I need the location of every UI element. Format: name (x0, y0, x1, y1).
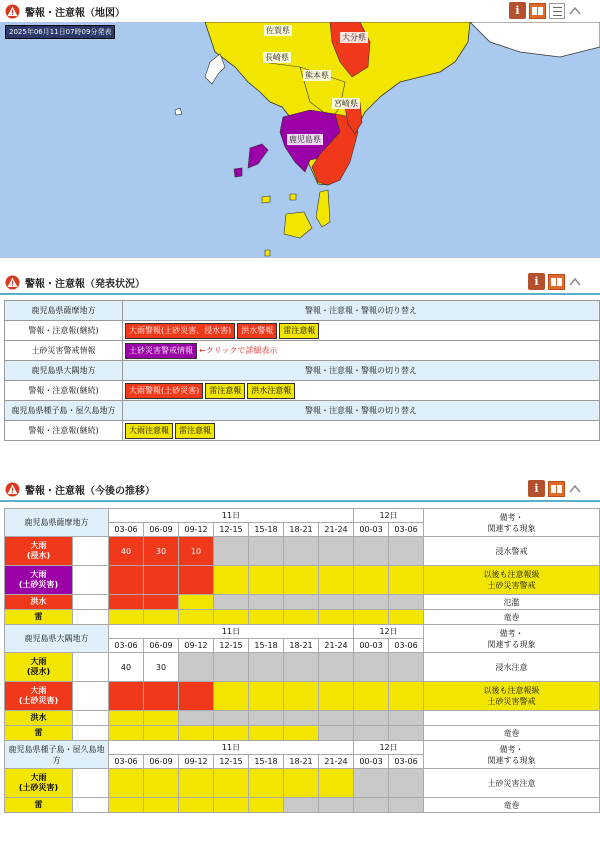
timeline-panel-header (0, 478, 600, 502)
panel-title: 警報・注意報（地図） (25, 7, 125, 19)
timeline-cell (319, 610, 354, 625)
timeline-note: 以後も注意報級 土砂災害警戒 (424, 566, 600, 595)
info-icon[interactable]: i (528, 480, 545, 497)
element-label: 大雨 (浸水) (5, 537, 73, 566)
timeline-cell (179, 798, 214, 813)
timeline-cell (179, 726, 214, 741)
timeline-cell (249, 595, 284, 610)
time-slot-label: 15-18 (249, 639, 284, 653)
timeline-cell: 30 (144, 653, 179, 682)
element-spacer (73, 798, 109, 813)
timeline-cell (144, 566, 179, 595)
element-spacer (73, 566, 109, 595)
status-row (5, 421, 600, 441)
timeline-cell (214, 610, 249, 625)
region-header-row (5, 401, 600, 421)
warning-badge[interactable]: 洪水注意報 (247, 383, 295, 399)
info-icon[interactable]: i (509, 2, 526, 19)
warning-badge[interactable]: 雷注意報 (279, 323, 319, 339)
collapse-icon[interactable] (568, 274, 582, 290)
timeline-row (5, 798, 600, 813)
timeline-cell (319, 653, 354, 682)
timeline-cell (389, 566, 424, 595)
element-spacer (73, 653, 109, 682)
warning-badge[interactable]: 洪水警報 (237, 323, 277, 339)
timeline-cell (319, 537, 354, 566)
timeline-cell (354, 653, 389, 682)
book-icon[interactable] (548, 274, 565, 290)
warning-icon (5, 275, 20, 290)
time-slot-label: 03-06 (389, 755, 424, 769)
time-slot-label: 15-18 (249, 755, 284, 769)
time-slot-label: 12-15 (214, 523, 249, 537)
timeline-row (5, 769, 600, 798)
timeline-cell (319, 726, 354, 741)
region-header-row (5, 361, 600, 381)
timeline-cell (284, 610, 319, 625)
toggle-header[interactable]: 警報・注意報・警報の切り替え (123, 361, 600, 381)
element-label: 雷 (5, 726, 73, 741)
region-header-row (5, 301, 600, 321)
timeline-cell (354, 595, 389, 610)
timeline-cell: 30 (144, 537, 179, 566)
click-detail-note: ←クリックで詳細表示 (199, 345, 278, 355)
timeline-cell (144, 769, 179, 798)
element-label: 雷 (5, 798, 73, 813)
time-slot-label: 06-09 (144, 639, 179, 653)
timeline-cell (319, 595, 354, 610)
timeline-row (5, 595, 600, 610)
map-label-kagoshima: 鹿児島県 (289, 135, 321, 144)
timeline-cell (144, 711, 179, 726)
timeline-cell (179, 610, 214, 625)
timeline-cell (214, 726, 249, 741)
time-slot-label: 18-21 (284, 755, 319, 769)
warning-badge[interactable]: 大雨警報(土砂災害、浸水害) (125, 323, 235, 339)
day-label: 11日 (109, 625, 354, 639)
timeline-row (5, 566, 600, 595)
note-header: 備考・ 関連する現象 (424, 509, 600, 537)
yakushima-island (284, 212, 312, 238)
time-slot-label: 21-24 (319, 755, 354, 769)
status-row-label: 土砂災害警戒情報 (5, 341, 123, 361)
timeline-row (5, 711, 600, 726)
warning-badge[interactable]: 雷注意報 (175, 423, 215, 439)
element-label: 大雨 (土砂災害) (5, 566, 73, 595)
timeline-note: 浸水注意 (424, 653, 600, 682)
time-slot-label: 03-06 (109, 755, 144, 769)
timeline-cell (179, 653, 214, 682)
book-icon[interactable] (548, 481, 565, 497)
toggle-header[interactable]: 警報・注意報・警報の切り替え (123, 301, 600, 321)
timeline-row (5, 610, 600, 625)
day-label: 12日 (354, 509, 424, 523)
status-row-badges (123, 381, 600, 401)
time-slot-label: 09-12 (179, 639, 214, 653)
timeline-cell (249, 566, 284, 595)
timeline-cell (249, 769, 284, 798)
timeline-cell (319, 682, 354, 711)
timeline-cell (389, 769, 424, 798)
region-name: 鹿児島県大隅地方 (5, 361, 123, 381)
timeline-cell (389, 595, 424, 610)
timeline-cell (249, 537, 284, 566)
timeline-cell (389, 711, 424, 726)
book-icon[interactable] (529, 3, 546, 19)
time-slot-label: 12-15 (214, 755, 249, 769)
timeline-cell (109, 798, 144, 813)
timeline-cell (179, 682, 214, 711)
timeline-cell (214, 711, 249, 726)
timeline-cell (284, 798, 319, 813)
status-row-label: 警報・注意報(継続) (5, 381, 123, 401)
timeline-cell (389, 726, 424, 741)
time-slot-label: 15-18 (249, 523, 284, 537)
timeline-day-row (5, 625, 600, 639)
timeline-cell (284, 711, 319, 726)
warning-badge[interactable]: 大雨注意報 (125, 423, 173, 439)
timeline-cell (109, 595, 144, 610)
element-spacer (73, 682, 109, 711)
timeline-cell (179, 711, 214, 726)
timeline-cell (354, 726, 389, 741)
timeline-cell (284, 566, 319, 595)
element-label: 大雨 (土砂災害) (5, 682, 73, 711)
time-slot-label: 09-12 (179, 755, 214, 769)
warning-icon (5, 482, 20, 497)
timeline-cell (249, 682, 284, 711)
timeline-note: 以後も注意報級 土砂災害警戒 (424, 682, 600, 711)
region-name: 鹿児島県種子島・屋久島地方 (5, 401, 123, 421)
timeline-row (5, 682, 600, 711)
note-header: 備考・ 関連する現象 (424, 741, 600, 769)
warning-badge[interactable]: 雷注意報 (205, 383, 245, 399)
element-label: 大雨 (浸水) (5, 653, 73, 682)
timeline-cell (144, 726, 179, 741)
warning-badge[interactable]: 大雨警報(土砂災害) (125, 383, 203, 399)
timeline-note: 竜巻 (424, 610, 600, 625)
timeline-cell (284, 595, 319, 610)
info-icon[interactable]: i (528, 273, 545, 290)
timeline-cell (109, 566, 144, 595)
warning-badge[interactable]: 土砂災害警戒情報 (125, 343, 197, 359)
map-label-saga: 佐賀県 (266, 26, 290, 35)
status-table (4, 300, 600, 441)
timeline-cell (284, 653, 319, 682)
time-slot-label: 06-09 (144, 523, 179, 537)
timeline-cell (354, 566, 389, 595)
timeline-cell (284, 537, 319, 566)
timeline-cell (109, 610, 144, 625)
map-panel-header (0, 0, 600, 24)
element-spacer (73, 711, 109, 726)
timeline-cell (249, 653, 284, 682)
element-spacer (73, 769, 109, 798)
day-label: 12日 (354, 741, 424, 755)
timeline-cell (319, 711, 354, 726)
map-label-nagasaki: 長崎県 (265, 53, 289, 62)
timeline-cell (354, 711, 389, 726)
time-slot-label: 00-03 (354, 755, 389, 769)
status-panel-header (0, 271, 600, 295)
time-slot-label: 21-24 (319, 639, 354, 653)
timeline-cell (214, 769, 249, 798)
time-slot-label: 06-09 (144, 755, 179, 769)
day-label: 12日 (354, 625, 424, 639)
timeline-cell (284, 682, 319, 711)
timeline-cell (319, 769, 354, 798)
element-label: 大雨 (土砂災害) (5, 769, 73, 798)
timeline-cell (179, 595, 214, 610)
timeline-row (5, 726, 600, 741)
time-slot-label: 18-21 (284, 523, 319, 537)
timeline-region-name: 鹿児島県大隅地方 (5, 625, 109, 653)
timeline-cell (109, 769, 144, 798)
timeline-cell (319, 798, 354, 813)
timeline-cell (284, 726, 319, 741)
timeline-cell (144, 682, 179, 711)
warning-icon (5, 4, 20, 19)
status-row-badges (123, 421, 600, 441)
timeline-cell (389, 798, 424, 813)
timeline-cell (389, 682, 424, 711)
timeline-cell (249, 726, 284, 741)
timeline-cell (354, 610, 389, 625)
timeline-cell (214, 566, 249, 595)
timeline-cell (389, 537, 424, 566)
timeline-cell (284, 769, 319, 798)
timeline-cell (179, 566, 214, 595)
note-header: 備考・ 関連する現象 (424, 625, 600, 653)
timeline-note: 竜巻 (424, 726, 600, 741)
timeline-day-row (5, 509, 600, 523)
timeline-cell (214, 653, 249, 682)
timeline-cell: 40 (109, 537, 144, 566)
collapse-icon[interactable] (568, 3, 582, 19)
time-slot-label: 03-06 (109, 639, 144, 653)
status-row-label: 警報・注意報(継続) (5, 421, 123, 441)
element-spacer (73, 595, 109, 610)
element-spacer (73, 537, 109, 566)
panel-title: 警報・注意報（今後の推移） (25, 485, 155, 497)
panel-title: 警報・注意報（発表状況） (25, 278, 145, 290)
timeline-cell (214, 537, 249, 566)
element-spacer (73, 610, 109, 625)
timeline-cell (354, 798, 389, 813)
timeline-cell (249, 711, 284, 726)
time-slot-label: 03-06 (389, 639, 424, 653)
timeline-note: 土砂災害注意 (424, 769, 600, 798)
timeline-cell (179, 769, 214, 798)
timeline-cell (144, 610, 179, 625)
time-slot-label: 12-15 (214, 639, 249, 653)
timeline-note: 竜巻 (424, 798, 600, 813)
timeline-cell (319, 566, 354, 595)
timeline-cell (389, 653, 424, 682)
timeline-cell (109, 726, 144, 741)
timeline-cell: 40 (109, 653, 144, 682)
day-label: 11日 (109, 509, 354, 523)
time-slot-label: 00-03 (354, 523, 389, 537)
status-row (5, 381, 600, 401)
timeline-cell (214, 595, 249, 610)
timeline-cell (109, 682, 144, 711)
toggle-header[interactable]: 警報・注意報・警報の切り替え (123, 401, 600, 421)
timeline-row (5, 653, 600, 682)
timeline-day-row (5, 741, 600, 755)
timeline-table (4, 508, 600, 813)
time-slot-label: 03-06 (389, 523, 424, 537)
tanegashima-island (316, 190, 330, 227)
timeline-note (424, 711, 600, 726)
timeline-cell (144, 798, 179, 813)
issue-time-stamp: 2025年06月11日07時09分発表 (5, 25, 115, 39)
element-label: 雷 (5, 610, 73, 625)
list-icon[interactable] (549, 3, 565, 19)
timeline-region-name: 鹿児島県種子島・屋久島地方 (5, 741, 109, 769)
timeline-note: 浸水警戒 (424, 537, 600, 566)
timeline-cell (144, 595, 179, 610)
status-row (5, 321, 600, 341)
timeline-cell (354, 769, 389, 798)
timeline-cell (249, 798, 284, 813)
time-slot-label: 09-12 (179, 523, 214, 537)
status-row-badges (123, 321, 600, 341)
timeline-note: 氾濫 (424, 595, 600, 610)
element-label: 洪水 (5, 595, 73, 610)
timeline-cell: 10 (179, 537, 214, 566)
map-label-kumamoto: 熊本県 (305, 71, 329, 80)
timeline-row (5, 537, 600, 566)
timeline-cell (354, 537, 389, 566)
status-row-label: 警報・注意報(継続) (5, 321, 123, 341)
element-label: 洪水 (5, 711, 73, 726)
timeline-cell (109, 711, 144, 726)
status-row (5, 341, 600, 361)
koshiki-islands (248, 144, 268, 168)
region-name: 鹿児島県薩摩地方 (5, 301, 123, 321)
timeline-cell (214, 798, 249, 813)
timeline-cell (354, 682, 389, 711)
status-row-badges (123, 341, 600, 361)
day-label: 11日 (109, 741, 354, 755)
map-label-miyazaki: 宮崎県 (334, 99, 358, 108)
time-slot-label: 00-03 (354, 639, 389, 653)
time-slot-label: 18-21 (284, 639, 319, 653)
map-label-oita: 大分県 (342, 33, 366, 42)
warning-map[interactable] (0, 22, 600, 258)
element-spacer (73, 726, 109, 741)
timeline-cell (249, 610, 284, 625)
time-slot-label: 03-06 (109, 523, 144, 537)
time-slot-label: 21-24 (319, 523, 354, 537)
timeline-cell (389, 610, 424, 625)
timeline-cell (214, 682, 249, 711)
timeline-region-name: 鹿児島県薩摩地方 (5, 509, 109, 537)
collapse-icon[interactable] (568, 481, 582, 497)
